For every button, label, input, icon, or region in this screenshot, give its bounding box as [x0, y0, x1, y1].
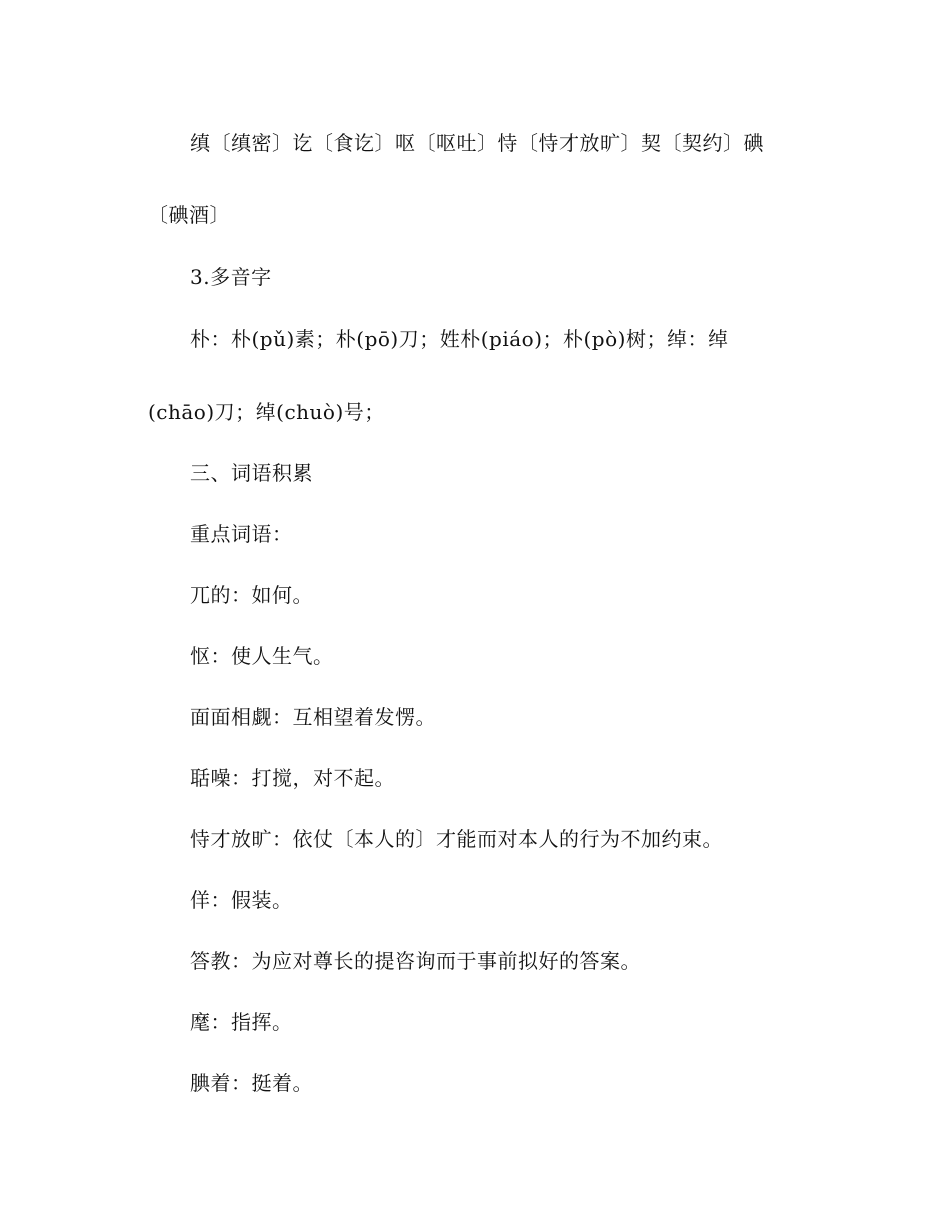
definition-item: 面面相觑：互相望着发愣。: [190, 705, 436, 729]
vocab-line-1: 缜〔缜密〕讫〔食讫〕呕〔呕吐〕恃〔恃才放旷〕契〔契约〕碘: [190, 131, 764, 155]
subheading-key-words: 重点词语：: [190, 522, 293, 546]
section-heading-vocabulary: 三、词语积累: [190, 461, 313, 485]
polyphone-line-1-continued: (chāo)刀；绰(chuò)号；: [148, 400, 385, 424]
polyphone-line-1: 朴：朴(pǔ)素；朴(pō)刀；姓朴(piáo)；朴(pò)树；绰：绰: [190, 327, 729, 351]
definition-item: 答教：为应对尊长的提咨询而于事前拟好的答案。: [190, 949, 641, 973]
definition-item: 麾：指挥。: [190, 1010, 293, 1034]
definition-item: 兀的：如何。: [190, 583, 313, 607]
vocab-line-1-continued: 〔碘酒〕: [148, 203, 230, 227]
definition-item: 腆着：挺着。: [190, 1071, 313, 1095]
definition-item: 聒噪：打搅，对不起。: [190, 766, 395, 790]
definition-item: 恃才放旷：依仗〔本人的〕才能而对本人的行为不加约束。: [190, 827, 723, 851]
section-heading-polyphones: 3.多音字: [190, 265, 272, 289]
definition-item: 佯：假装。: [190, 888, 293, 912]
definition-item: 怄：使人生气。: [190, 644, 334, 668]
